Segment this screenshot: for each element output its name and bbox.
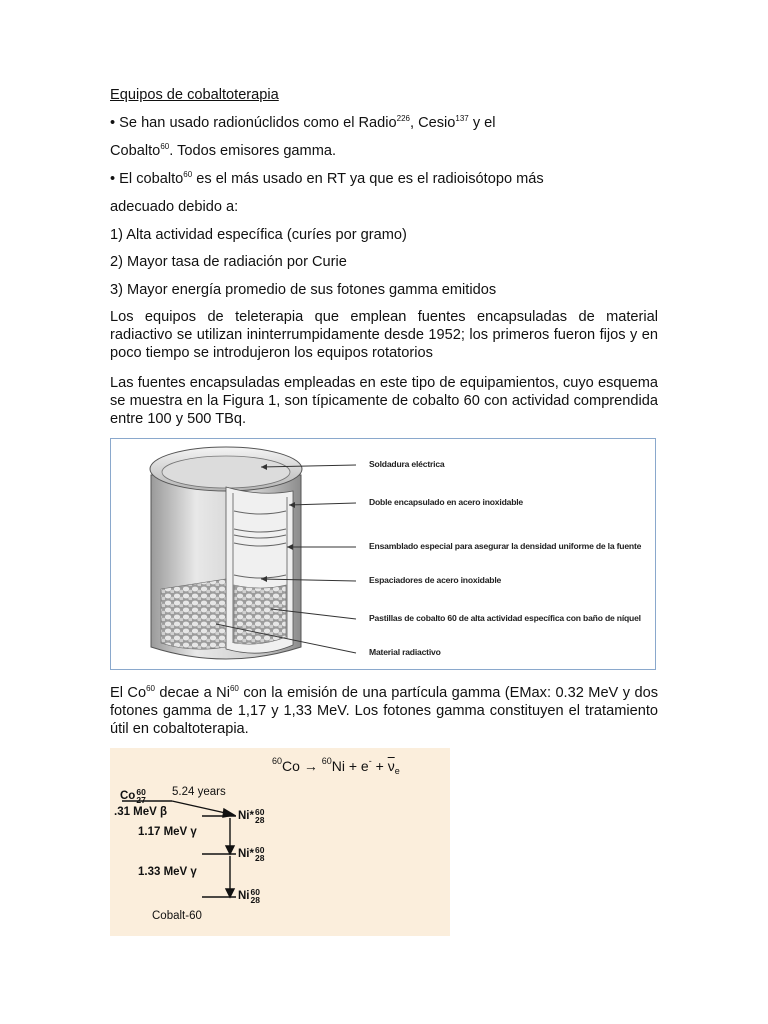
paragraph-decaimiento: El Co$^{60}$ decae a Ni$^{60}$ con la emisión de una partícula gamma (EMax: 0.32 MeV y dos fotones gamma de 1,17 y 1,33 MeV. Los fotones gamma constituyen el tratamiento útil en cobaltoterapia.: [110, 684, 658, 737]
gamma-1-energy-label: 1.17 MeV γ: [138, 826, 197, 838]
bullet-line-2: Cobalto$^{60}$. Todos emisores gamma.: [110, 142, 337, 159]
decay-equation: $^{60}Co \to ^{60}Ni + e^- + \overline{\nu}_e$: [272, 756, 400, 776]
bullet-line-1: • Se han usado radionúclidos como el Radio$^{226}$, Cesio$^{137}$ y el: [110, 114, 496, 131]
paragraph-fuentes: Las fuentes encapsuladas empleadas en este tipo de equipamientos, cuyo esquema se muestra en la Figura 1, son típicamente de cobalto 60 con actividad comprendida entre 100 y 500 TBq.: [110, 375, 658, 427]
bullet-line-4: adecuado debido a:: [110, 199, 239, 215]
section-title: Equipos de cobaltoterapia: [110, 87, 279, 103]
paragraph-teleterapia: Los equipos de teleterapia que emplean fuentes encapsuladas de material radiactivo se utilizan ininterrumpidamente desde 1952; los primeros fueron fijos y en poco tiempo se introdujeron los equipos rotatorios: [110, 309, 658, 361]
co-60-label: Co60 27: [120, 787, 146, 805]
ni-excited-2-label: Ni*60 28: [238, 845, 265, 863]
ni-excited-1-label: Ni*60 28: [238, 807, 265, 825]
figure-1-source-capsule: [110, 438, 656, 670]
list-item-2: 2) Mayor tasa de radiación por Curie: [110, 254, 347, 270]
callout-ensamblado: Ensamblado especial para asegurar la densidad uniforme de la fuente: [369, 541, 642, 551]
bullet-line-3: • El cobalto$^{60}$ es el más usado en RT ya que es el radioisótopo más: [110, 170, 544, 187]
gamma-2-energy-label: 1.33 MeV γ: [138, 866, 197, 878]
capsule-illustration: [111, 439, 655, 669]
beta-energy-label: .31 MeV β: [114, 806, 168, 818]
half-life-label: 5.24 years: [172, 786, 226, 798]
list-item-1: 1) Alta actividad específica (curíes por gramo): [110, 227, 407, 243]
ni-ground-label: Ni60 28: [238, 887, 260, 905]
decay-lines: [110, 748, 450, 936]
figure-2-decay-scheme: [110, 748, 450, 936]
list-item-3: 3) Mayor energía promedio de sus fotones gamma emitidos: [110, 282, 497, 298]
callout-espaciadores: Espaciadores de acero inoxidable: [369, 575, 502, 585]
callout-doble-encapsulado: Doble encapsulado en acero inoxidable: [369, 497, 524, 507]
callout-soldadura: Soldadura eléctrica: [369, 459, 445, 469]
callout-material-radiactivo: Material radiactivo: [369, 647, 441, 657]
callout-pastillas: Pastillas de cobalto 60 de alta actividad específica con baño de níquel: [369, 613, 641, 623]
decay-caption: Cobalt-60: [152, 910, 202, 922]
